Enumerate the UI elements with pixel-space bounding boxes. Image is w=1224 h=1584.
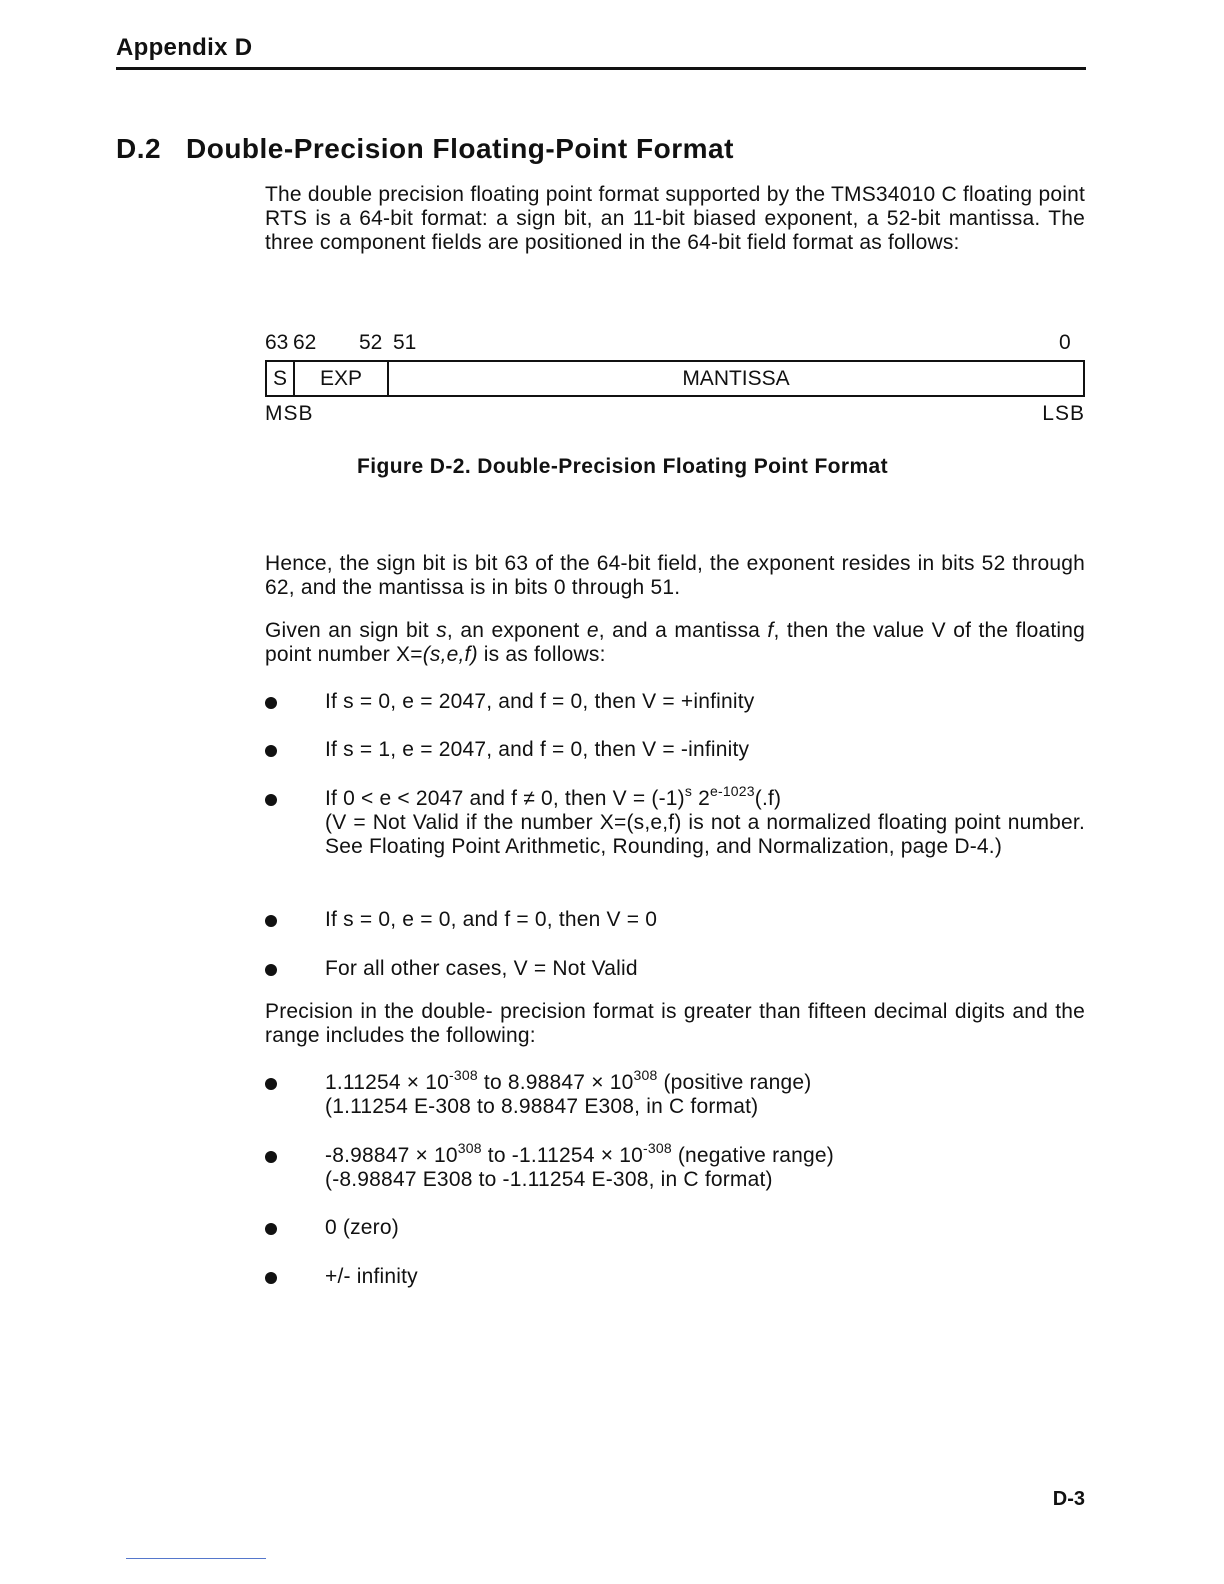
bullet-icon xyxy=(265,794,277,806)
rule-text: If s = 1, e = 2047, and f = 0, then V = -infinity xyxy=(325,738,750,761)
text-run: (.f) xyxy=(754,787,782,810)
msb-label: MSB xyxy=(265,402,314,425)
rule-text xyxy=(325,783,1085,859)
bit-position-labels xyxy=(265,331,1085,357)
list-item-positive-range xyxy=(265,1067,1085,1119)
list-item-rule-4 xyxy=(265,908,1085,932)
bullet-icon xyxy=(265,915,277,927)
footer-rule xyxy=(126,1558,266,1559)
var-s: s xyxy=(436,619,447,642)
list-item-rule-1 xyxy=(265,690,1085,714)
text-run: If 0 < e < 2047 and f ≠ 0, then V = (-1) xyxy=(325,787,685,810)
superscript: -308 xyxy=(449,1067,478,1083)
text-run: 2 xyxy=(692,787,710,810)
var-e: e xyxy=(586,619,599,642)
text-run: to -1.11254 × 10 xyxy=(481,1144,643,1167)
bullet-icon xyxy=(265,1272,277,1284)
bullet-icon xyxy=(265,745,277,757)
rule-note: (V = Not Valid if the number X=(s,e,f) is not a normalized floating point number. See Floating Point Arithmetic, Rounding, and Normalization, page D-4.) xyxy=(325,811,1085,858)
section-title xyxy=(116,133,734,165)
superscript: 308 xyxy=(633,1067,658,1083)
superscript: s xyxy=(684,783,693,799)
bit-label-62: 62 xyxy=(293,331,317,354)
superscript: 308 xyxy=(457,1140,482,1156)
running-head: Appendix D xyxy=(116,34,253,61)
bullet-icon xyxy=(265,697,277,709)
text-run: Given an sign bit xyxy=(265,619,437,642)
section-number: D.2 xyxy=(116,133,162,164)
c-format-text: (-8.98847 E308 to -1.11254 E-308, in C format) xyxy=(325,1168,773,1191)
rule-text: For all other cases, V = Not Valid xyxy=(325,957,638,980)
text-run: is as follows: xyxy=(477,643,606,666)
rule-text: If s = 0, e = 0, and f = 0, then V = 0 xyxy=(325,908,658,931)
bit-label-52: 52 xyxy=(359,331,383,354)
field-mantissa: MANTISSA xyxy=(682,367,790,390)
rule-text: If s = 0, e = 2047, and f = 0, then V = +infinity xyxy=(325,690,755,713)
header-rule xyxy=(116,67,1086,70)
superscript: -308 xyxy=(642,1140,672,1156)
paragraph-bit-positions: Hence, the sign bit is bit 63 of the 64-bit field, the exponent resides in bits 52 through 62, and the mantissa is in bits 0 through 51. xyxy=(265,552,1085,599)
bullet-icon xyxy=(265,1151,277,1163)
intro-paragraph: The double precision floating point format supported by the TMS34010 C floating point RTS is a 64-bit format: a sign bit, an 11-bit biased exponent, a 52-bit mantissa. The three component fields are positioned in the 64-bit field format as follows: xyxy=(265,183,1085,254)
range-text: +/- infinity xyxy=(325,1265,418,1288)
text-run: , and a mantissa xyxy=(598,619,768,642)
list-item-rule-3 xyxy=(265,783,1085,859)
bit-label-51: 51 xyxy=(393,331,417,354)
bit-field-diagram xyxy=(265,360,1085,397)
text-run: (negative range) xyxy=(671,1144,834,1167)
var-tuple: (s,e,f) xyxy=(422,643,478,666)
field-sign: S xyxy=(272,367,287,390)
text-run: (positive range) xyxy=(657,1071,812,1094)
bullet-icon xyxy=(265,1078,277,1090)
bit-label-0: 0 xyxy=(1059,331,1071,354)
lsb-label: LSB xyxy=(1042,402,1085,425)
var-f: f xyxy=(767,619,774,642)
superscript: e-1023 xyxy=(709,783,755,799)
section-title-text: Double-Precision Floating-Point Format xyxy=(186,133,734,164)
text-run: 1.11254 × 10 xyxy=(325,1071,450,1094)
field-exponent: EXP xyxy=(319,367,363,390)
text-run: -8.98847 × 10 xyxy=(325,1144,458,1167)
bullet-icon xyxy=(265,964,277,976)
range-text xyxy=(325,1067,1085,1119)
paragraph-precision: Precision in the double- precision format is greater than fifteen decimal digits and the range includes the following: xyxy=(265,1000,1085,1047)
text-run: , then the value V of the floating point number X= xyxy=(265,619,1085,666)
range-text xyxy=(325,1140,1085,1192)
bullet-icon xyxy=(265,1223,277,1235)
list-item-rule-5 xyxy=(265,957,1085,981)
paragraph-value-definition xyxy=(265,619,1085,667)
c-format-text: (1.11254 E-308 to 8.98847 E308, in C format) xyxy=(325,1095,759,1118)
page-number: D-3 xyxy=(1052,1488,1085,1510)
list-item-negative-range xyxy=(265,1140,1085,1192)
text-run: to 8.98847 × 10 xyxy=(477,1071,634,1094)
bit-label-63: 63 xyxy=(265,331,289,354)
list-item-zero xyxy=(265,1216,1085,1240)
text-run: , an exponent xyxy=(446,619,587,642)
list-item-rule-2 xyxy=(265,738,1085,762)
figure-caption: Figure D-2. Double-Precision Floating Point Format xyxy=(357,455,889,478)
range-text: 0 (zero) xyxy=(325,1216,399,1239)
list-item-infinity xyxy=(265,1265,1085,1289)
